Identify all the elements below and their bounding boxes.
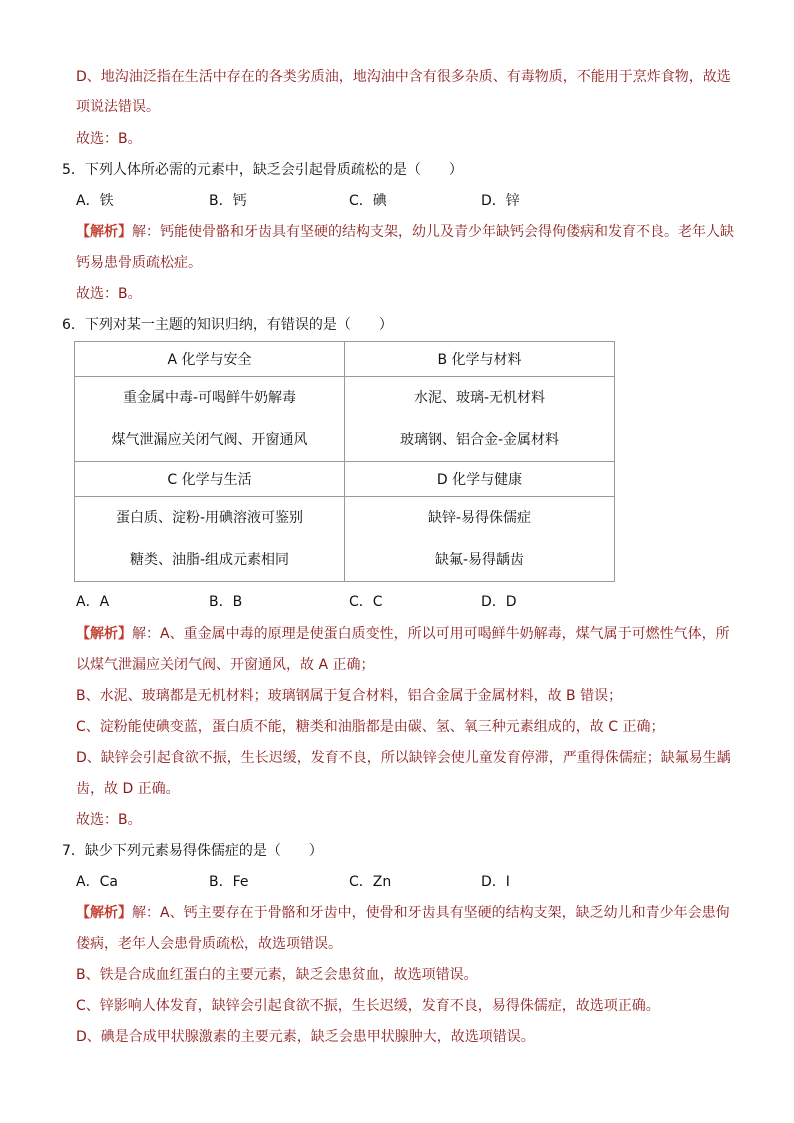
q6-option-d: D．D — [481, 594, 517, 610]
q7-analysis-line4: C、锌影响人体发育，缺锌会引起食欲不振，生长迟缓，发育不良，易得侏儒症，故选项正确。 — [76, 998, 660, 1014]
q5-analysis-label: 【解析】 — [76, 224, 132, 240]
q6-analysis-line6: 齿，故 D 正确。 — [76, 781, 180, 797]
table-cell-c — [75, 497, 345, 582]
q7-analysis-line2: 偻病，老年人会患骨质疏松，故选项错误。 — [76, 936, 342, 952]
prev-d-line2: 项说法错误。 — [76, 99, 160, 115]
q7-option-c: C．Zn — [349, 874, 392, 890]
q5-option-c: C．碘 — [349, 193, 387, 209]
table-a-line1: 重金属中毒-可喝鲜牛奶解毒 — [122, 390, 297, 406]
table-head-b: B 化学与材料 — [345, 342, 615, 377]
table-cell-a — [75, 377, 345, 462]
q5-option-a: A．铁 — [76, 193, 114, 209]
q6-analysis-line4: C、淀粉能使碘变蓝，蛋白质不能，糖类和油脂都是由碳、氢、氧三种元素组成的，故 C 正确； — [76, 719, 665, 735]
table-cell-b — [345, 377, 615, 462]
q6-analysis-line3: B、水泥、玻璃都是无机材料；玻璃钢属于复合材料，铝合金属于金属材料，故 B 错误； — [76, 688, 623, 704]
q6-answer: 故选：B。 — [76, 812, 142, 828]
q6-option-c: C．C — [349, 594, 383, 610]
q5-answer: 故选：B。 — [76, 286, 142, 302]
knowledge-table — [74, 341, 615, 582]
q7-analysis-line5: D、碘是合成甲状腺激素的主要元素，缺乏会患甲状腺肿大，故选项错误。 — [76, 1029, 535, 1045]
q6-option-b: B．B — [209, 594, 243, 610]
q5-analysis-line1: 【解析】解：钙能使骨骼和牙齿具有坚硬的结构支架，幼儿及青少年缺钙会得佝偻病和发育不良。老年人缺 — [76, 224, 734, 240]
q5-stem: 5．下列人体所必需的元素中，缺乏会引起骨质疏松的是（ ） — [62, 162, 463, 178]
q5-analysis-line2: 钙易患骨质疏松症。 — [76, 255, 202, 271]
q6-analysis-line5: D、缺锌会引起食欲不振，生长迟缓，发育不良，所以缺锌会使儿童发育停滞，严重得侏儒症；缺氟易生龋 — [76, 750, 731, 766]
table-a-line2: 煤气泄漏应关闭气阀、开窗通风 — [111, 432, 308, 448]
prev-answer: 故选：B。 — [76, 131, 142, 147]
q7-option-a: A．Ca — [76, 874, 118, 890]
q7-option-b: B．Fe — [209, 874, 249, 890]
table-c-line2: 糖类、油脂-组成元素相同 — [129, 552, 290, 568]
table-b-line1: 水泥、玻璃-无机材料 — [413, 390, 546, 406]
table-d-line1: 缺锌-易得侏儒症 — [427, 510, 532, 526]
q7-option-d: D．I — [481, 874, 510, 890]
table-head-c: C 化学与生活 — [75, 462, 345, 497]
q6-analysis-line1: 【解析】解：A、重金属中毒的原理是使蛋白质变性，所以可用可喝鲜牛奶解毒，煤气属于可燃性气体，所 — [76, 626, 730, 642]
table-head-d: D 化学与健康 — [345, 462, 615, 497]
q5-option-b: B．钙 — [209, 193, 247, 209]
table-c-line1: 蛋白质、淀粉-用碘溶液可鉴别 — [115, 510, 304, 526]
q6-analysis-line2: 以煤气泄漏应关闭气阀、开窗通风，故 A 正确； — [76, 657, 375, 673]
table-b-line2: 玻璃钢、铝合金-金属材料 — [399, 432, 560, 448]
q6-analysis-label: 【解析】 — [76, 626, 132, 642]
q7-analysis-line3: B、铁是合成血红蛋白的主要元素，缺乏会患贫血，故选项错误。 — [76, 967, 478, 983]
q7-stem: 7．缺少下列元素易得侏儒症的是（ ） — [62, 843, 323, 859]
q6-option-a: A．A — [76, 594, 110, 610]
q6-stem: 6．下列对某一主题的知识归纳，有错误的是（ ） — [62, 317, 393, 333]
q7-analysis-line1: 【解析】解：A、钙主要存在于骨骼和牙齿中，使骨和牙齿具有坚硬的结构支架，缺乏幼儿和青少年会患佝 — [76, 905, 730, 921]
table-cell-d — [345, 497, 615, 582]
prev-d-line1: D、地沟油泛指在生活中存在的各类劣质油，地沟油中含有很多杂质、有毒物质，不能用于烹炸食物，故选 — [76, 69, 731, 85]
table-d-line2: 缺氟-易得龋齿 — [434, 552, 525, 568]
q7-analysis-label: 【解析】 — [76, 905, 132, 921]
table-head-a: A 化学与安全 — [75, 342, 345, 377]
q5-option-d: D．锌 — [481, 193, 520, 209]
